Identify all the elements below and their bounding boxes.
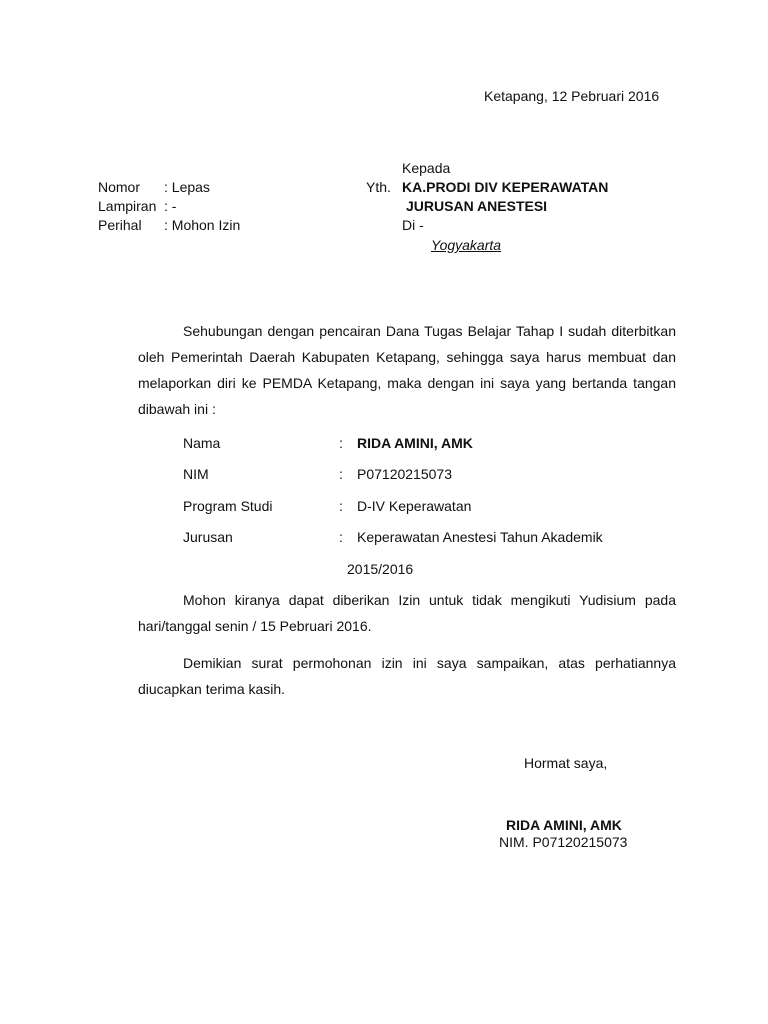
intro-paragraph: Sehubungan dengan pencairan Dana Tugas Belajar Tahap I sudah diterbitkan oleh Pemerintah Daerah Kabupaten Ketapang, sehingga saya harus membuat dan melaporkan diri ke PEMDA Ketapang, maka dengan ini saya yang bertanda tangan dibawah ini :: [138, 323, 676, 417]
detail-colon: :: [339, 529, 343, 545]
recipient-kepada: Kepada: [402, 160, 451, 176]
signature-name: RIDA AMINI, AMK: [506, 817, 622, 833]
recipient-city: Yogyakarta: [431, 237, 502, 253]
detail-value-jurusan: Keperawatan Anestesi Tahun Akademik: [357, 529, 603, 545]
recipient-line2: JURUSAN ANESTESI: [406, 198, 548, 214]
detail-label-nama: Nama: [183, 435, 221, 451]
detail-label-nim: NIM: [183, 466, 209, 482]
nomor-label: Nomor: [98, 179, 141, 195]
closing-paragraph: Demikian surat permohonan izin ini saya sampaikan, atas perhatiannya diucapkan terima kasih.: [138, 655, 676, 697]
detail-value-nama: RIDA AMINI, AMK: [357, 435, 473, 451]
detail-label-program-studi: Program Studi: [183, 498, 273, 514]
detail-value-program-studi: D-IV Keperawatan: [357, 498, 472, 514]
detail-colon: :: [339, 435, 343, 451]
detail-value-jurusan-year: 2015/2016: [347, 561, 414, 577]
signature-nim: NIM. P07120215073: [499, 834, 628, 850]
lampiran-label: Lampiran: [98, 198, 157, 214]
detail-value-nim: P07120215073: [357, 466, 452, 482]
signature-greeting: Hormat saya,: [524, 755, 608, 771]
detail-colon: :: [339, 498, 343, 514]
detail-colon: :: [339, 466, 343, 482]
recipient-yth: Yth.: [366, 179, 391, 195]
place-date: Ketapang, 12 Pebruari 2016: [484, 88, 660, 104]
perihal-value: : Mohon Izin: [164, 217, 241, 233]
lampiran-value: : -: [164, 198, 177, 214]
detail-label-jurusan: Jurusan: [183, 529, 233, 545]
request-paragraph: Mohon kiranya dapat diberikan Izin untuk tidak mengikuti Yudisium pada hari/tanggal senin / 15 Pebruari 2016.: [138, 592, 676, 634]
nomor-value: : Lepas: [164, 179, 210, 195]
recipient-di: Di -: [402, 217, 424, 233]
perihal-label: Perihal: [98, 217, 142, 233]
recipient-line1: KA.PRODI DIV KEPERAWATAN: [402, 179, 609, 195]
